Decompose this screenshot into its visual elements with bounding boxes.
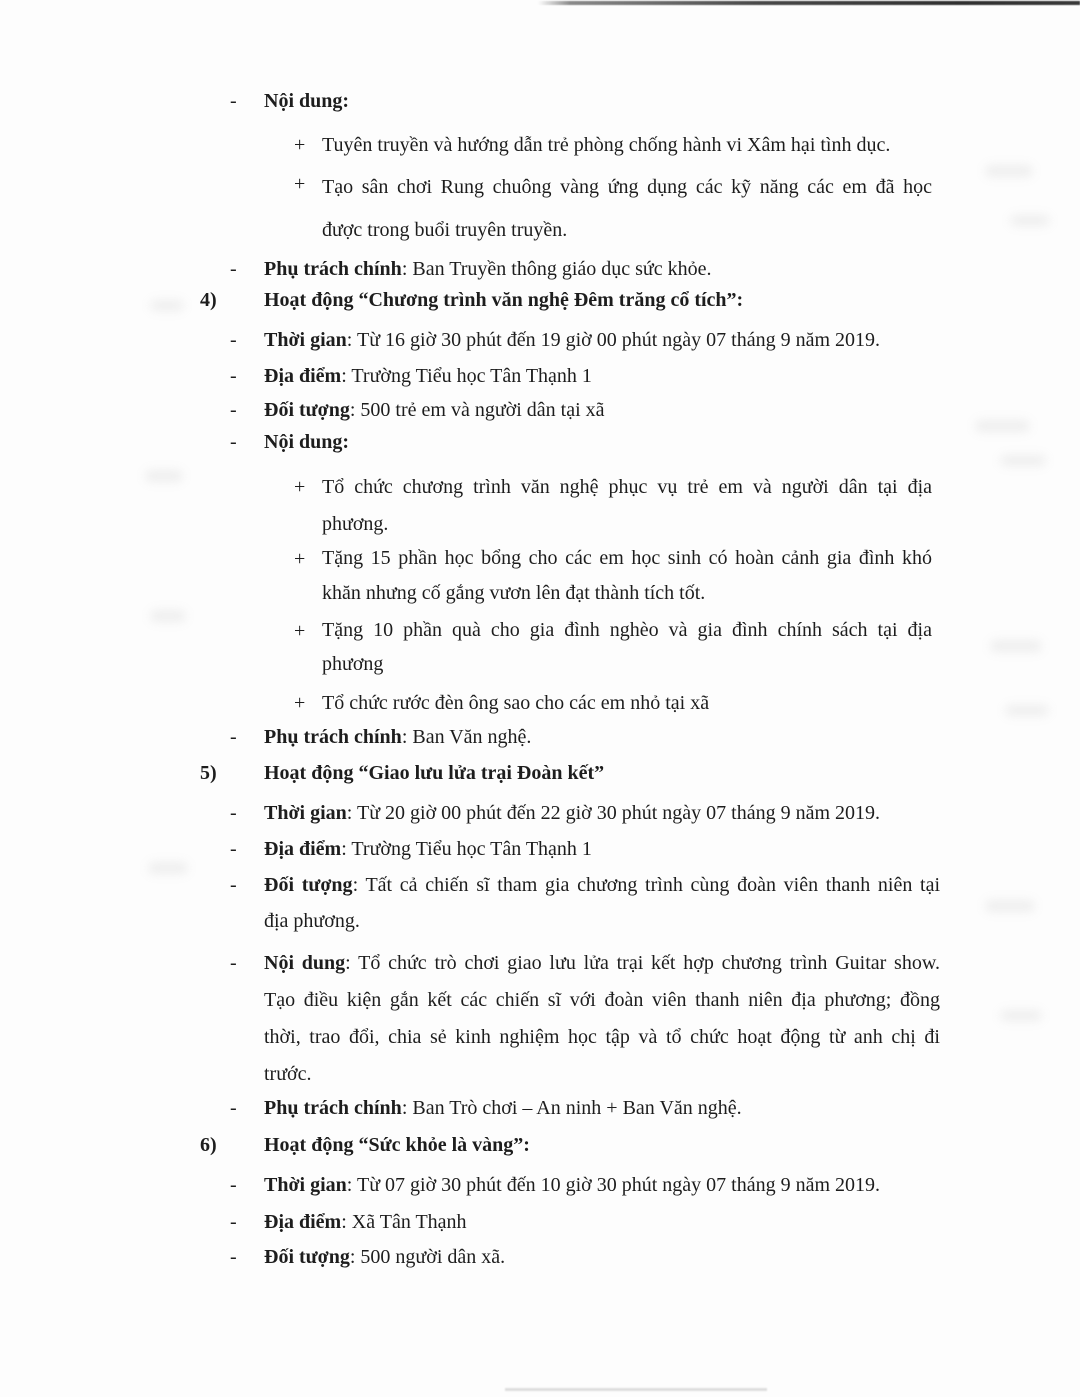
s3-noi-dung-label — [230, 83, 940, 119]
item-text: Tổ chức chương trình văn nghệ phục vụ trẻ em và người dân tại địa — [322, 476, 932, 498]
dash-bullet: - — [230, 1174, 237, 1196]
field-label: Phụ trách chính — [264, 258, 402, 280]
s3-content-item — [294, 166, 932, 252]
plus-bullet: + — [294, 620, 306, 642]
s5-noi-dung — [230, 945, 940, 1093]
item-text: được trong buổi truyên truyền. — [322, 219, 568, 241]
s4-content-item — [294, 685, 932, 721]
dash-bullet: - — [230, 329, 237, 351]
plus-bullet: + — [294, 134, 306, 156]
field-label: Địa điểm — [264, 838, 342, 860]
dash-bullet: - — [230, 1211, 237, 1233]
s5-doi-tuong — [230, 867, 941, 939]
scan-edge-line-bottom — [505, 1388, 767, 1391]
item-number: 4) — [200, 289, 217, 311]
field-value: : Ban Văn nghệ. — [401, 726, 532, 748]
dash-bullet: - — [230, 365, 237, 387]
s4-phu-trach — [230, 719, 940, 755]
bleed-through-artifact — [1000, 455, 1046, 466]
item-text: Tặng 10 phần quà cho gia đình nghèo và gia đình chính sách tại địa — [322, 619, 932, 641]
dash-bullet: - — [230, 431, 237, 453]
field-label: Phụ trách chính — [264, 726, 402, 748]
activity-title: Hoạt động “Giao lưu lửa trại Đoàn kết” — [264, 762, 605, 784]
field-label: Phụ trách chính — [264, 1097, 402, 1119]
activity-title: Hoạt động “Sức khỏe là vàng”: — [264, 1134, 530, 1156]
field-label: Đối tượng — [264, 399, 350, 421]
field-label: Nội dung — [264, 952, 346, 974]
bleed-through-artifact — [985, 900, 1035, 912]
s3-content-item — [294, 127, 932, 163]
item-number: 6) — [200, 1134, 217, 1156]
field-value: : 500 trẻ em và người dân tại xã — [349, 399, 605, 421]
field-value: : Ban Trò chơi – An ninh + Ban Văn nghệ. — [401, 1097, 742, 1119]
field-value: : Trường Tiểu học Tân Thạnh 1 — [341, 838, 592, 860]
dash-bullet: - — [230, 90, 237, 112]
field-value: : Ban Truyền thông giáo dục sức khỏe. — [401, 258, 712, 280]
s4-content-item — [294, 613, 932, 681]
field-value: trước. — [264, 1063, 312, 1085]
item-text: Tuyên truyền và hướng dẫn trẻ phòng chống hành vi Xâm hại tình dục. — [322, 134, 891, 156]
s6-doi-tuong — [230, 1239, 940, 1275]
section4-heading — [200, 282, 940, 318]
s4-noi-dung-label — [230, 424, 940, 460]
s4-doi-tuong — [230, 392, 940, 428]
s6-dia-diem — [230, 1204, 940, 1240]
dash-bullet: - — [230, 838, 237, 860]
field-value: : Từ 07 giờ 30 phút đến 10 giờ 30 phút ngày 07 tháng 9 năm 2019. — [346, 1174, 881, 1196]
plus-bullet: + — [294, 692, 306, 714]
bleed-through-artifact — [145, 470, 183, 482]
field-label: Thời gian — [264, 1174, 347, 1196]
s4-dia-diem — [230, 358, 940, 394]
item-text: phương. — [322, 513, 389, 535]
field-value: : Tất cả chiến sĩ tham gia chương trình cùng đoàn viên thanh niên tại — [352, 874, 941, 896]
bleed-through-artifact — [1010, 215, 1050, 226]
bleed-through-artifact — [975, 420, 1030, 432]
dash-bullet: - — [230, 1097, 237, 1119]
s4-content-item — [294, 469, 932, 543]
dash-bullet: - — [230, 399, 237, 421]
field-label: Địa điểm — [264, 1211, 342, 1233]
plus-bullet: + — [294, 548, 306, 570]
scan-edge-line-top — [538, 1, 1080, 5]
s4-content-item — [294, 541, 932, 611]
dash-bullet: - — [230, 802, 237, 824]
field-label: Thời gian — [264, 802, 347, 824]
item-text: khăn nhưng cố gắng vươn lên đạt thành tích tốt. — [322, 582, 706, 604]
dash-bullet: - — [230, 1246, 237, 1268]
s5-thoi-gian — [230, 795, 940, 831]
item-text: Tạo sân chơi Rung chuông vàng ứng dụng các kỹ năng các em đã học — [322, 176, 932, 198]
item-text: Tặng 15 phần học bổng cho các em học sinh có hoàn cảnh gia đình khó — [322, 547, 932, 569]
field-label: Đối tượng — [264, 1246, 350, 1268]
dash-bullet: - — [230, 726, 237, 748]
field-value: địa phương. — [264, 910, 360, 932]
field-label: Đối tượng — [264, 874, 353, 896]
section6-heading — [200, 1127, 940, 1163]
field-label: Thời gian — [264, 329, 347, 351]
bleed-through-artifact — [150, 300, 184, 311]
item-number: 5) — [200, 762, 217, 784]
section5-heading — [200, 755, 940, 791]
field-value: : Trường Tiểu học Tân Thạnh 1 — [341, 365, 592, 387]
item-text: phương — [322, 653, 384, 675]
field-value: thời, trao đổi, chia sẻ kinh nghiệm học tập và tổ chức hoạt động từ anh chị đi — [264, 1026, 940, 1048]
activity-title: Hoạt động “Chương trình văn nghệ Đêm trăng cổ tích”: — [264, 289, 744, 311]
field-value: : 500 người dân xã. — [349, 1246, 506, 1268]
bleed-through-artifact — [990, 640, 1042, 652]
item-text: Tổ chức rước đèn ông sao cho các em nhỏ tại xã — [322, 692, 710, 714]
dash-bullet: - — [230, 874, 237, 896]
field-value: : Tổ chức trò chơi giao lưu lửa trại kết hợp chương trình Guitar show. — [345, 952, 940, 974]
field-value: : Từ 20 giờ 00 phút đến 22 giờ 30 phút ngày 07 tháng 9 năm 2019. — [346, 802, 881, 824]
bleed-through-artifact — [148, 862, 188, 874]
dash-bullet: - — [230, 952, 237, 974]
field-value: Tạo điều kiện gắn kết các chiến sĩ với đoàn viên thanh niên địa phương; đồng — [264, 989, 940, 1011]
s5-phu-trach — [230, 1090, 940, 1126]
field-value: : Từ 16 giờ 30 phút đến 19 giờ 00 phút ngày 07 tháng 9 năm 2019. — [346, 329, 881, 351]
bleed-through-artifact — [1000, 1010, 1042, 1021]
bleed-through-artifact — [985, 165, 1033, 177]
dash-bullet: - — [230, 258, 237, 280]
s4-thoi-gian — [230, 322, 940, 358]
bleed-through-artifact — [1005, 705, 1049, 716]
field-label: Nội dung: — [264, 90, 350, 112]
plus-bullet: + — [294, 476, 306, 498]
field-label: Địa điểm — [264, 365, 342, 387]
field-value: : Xã Tân Thạnh — [341, 1211, 467, 1233]
field-label: Nội dung: — [264, 431, 350, 453]
plus-bullet: + — [294, 173, 306, 195]
s5-dia-diem — [230, 831, 940, 867]
bleed-through-artifact — [150, 610, 186, 622]
s6-thoi-gian — [230, 1167, 940, 1203]
